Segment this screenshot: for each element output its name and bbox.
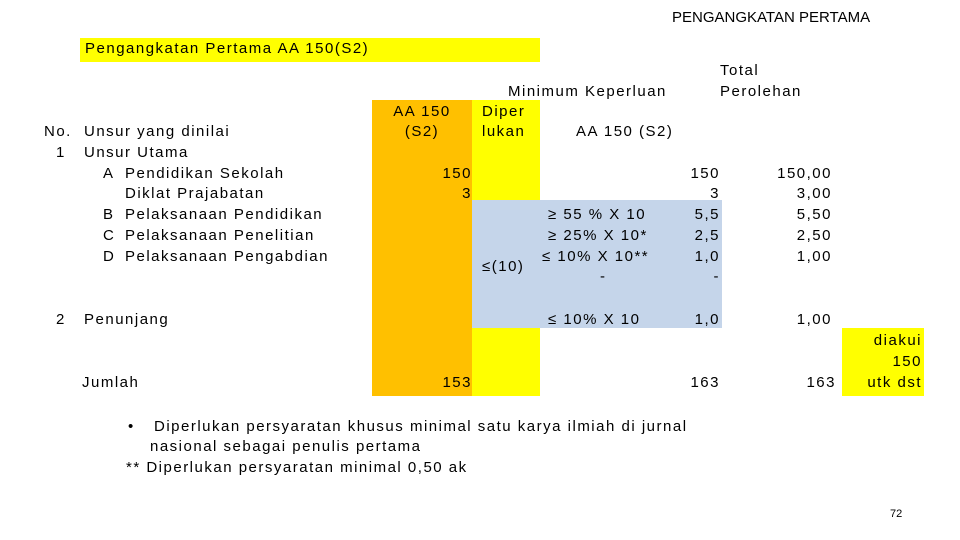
header-diperlukan-line2: lukan — [482, 123, 526, 140]
minimum-requirement: ≤ 10% X 10 — [548, 311, 641, 328]
aa150-s2-dash: - — [713, 268, 720, 285]
diakui-note-line3: utk dst — [867, 374, 922, 391]
header-total-line1: Total — [720, 62, 760, 79]
row-label: Diklat Prajabatan — [125, 185, 265, 202]
jumlah-aa150-s2: 163 — [690, 374, 720, 391]
row-label: Pelaksanaan Pengabdian — [125, 248, 329, 265]
header-unsur: Unsur yang dinilai — [84, 123, 231, 140]
row-letter: B — [103, 206, 115, 223]
aa150-s2-value: 5,5 — [694, 206, 720, 223]
footnote-1-line1: Diperlukan persyaratan khusus minimal satu karya ilmiah di jurnal — [154, 418, 688, 435]
header-aa150-line2: (S2) — [404, 123, 440, 140]
total-value: 150,00 — [777, 165, 832, 182]
jumlah-total: 163 — [806, 374, 836, 391]
footnote-2: ** Diperlukan persyaratan minimal 0,50 ak — [126, 459, 468, 476]
row-number: 2 — [56, 311, 66, 328]
minimum-requirement: ≥ 55 % X 10 — [548, 206, 647, 223]
jumlah-aa150: 153 — [442, 374, 472, 391]
diakui-note-line1: diakui — [873, 332, 922, 349]
page-number: 72 — [890, 508, 903, 520]
banner-title: Pengangkatan Pertama AA 150(S2) — [85, 40, 370, 57]
header-total-line2: Perolehan — [720, 83, 802, 100]
row-label: Pelaksanaan Penelitian — [125, 227, 315, 244]
aa150-s2-value: 2,5 — [694, 227, 720, 244]
jumlah-label: Jumlah — [82, 374, 140, 391]
minimum-requirement: ≥ 25% X 10* — [548, 227, 648, 244]
footnote-1-line2: nasional sebagai penulis pertama — [150, 438, 422, 455]
header-diperlukan-line1: Diper — [482, 103, 526, 120]
aa150-s2-value: 1,0 — [694, 311, 720, 328]
aa150-column-orange — [372, 100, 472, 396]
slide-title: PENGANGKATAN PERTAMA — [672, 9, 871, 26]
diperlukan-column-yellow-bottom — [472, 328, 540, 396]
row-number: 1 — [56, 144, 66, 161]
aa150-s2-value: 1,0 — [694, 248, 720, 265]
total-value: 2,50 — [796, 227, 832, 244]
aa150-s2-value: 150 — [690, 165, 720, 182]
row-letter: D — [103, 248, 116, 265]
diakui-note-line2: 150 — [892, 353, 922, 370]
header-no: No. — [44, 123, 72, 140]
row-label: Pendidikan Sekolah — [125, 165, 285, 182]
total-value: 3,00 — [796, 185, 832, 202]
footnote-bullet: • — [128, 418, 135, 435]
row-letter: A — [103, 165, 115, 182]
total-value: 1,00 — [796, 311, 832, 328]
minimum-requirement-dash: - — [600, 268, 607, 285]
header-aa150-s2: AA 150 (S2) — [576, 123, 674, 140]
row-letter: C — [103, 227, 116, 244]
row-label: Pelaksanaan Pendidikan — [125, 206, 324, 223]
total-value: 5,50 — [796, 206, 832, 223]
diperlukan-value: ≤(10) — [482, 258, 525, 275]
aa150-value: 3 — [462, 185, 472, 202]
total-value: 1,00 — [796, 248, 832, 265]
minimum-requirement: ≤ 10% X 10** — [542, 248, 650, 265]
header-minimum-keperluan: Minimum Keperluan — [508, 83, 667, 100]
row-label: Unsur Utama — [84, 144, 189, 161]
row-label: Penunjang — [84, 311, 170, 328]
header-aa150-line1: AA 150 — [393, 103, 451, 120]
aa150-s2-value: 3 — [710, 185, 720, 202]
aa150-value: 150 — [442, 165, 472, 182]
